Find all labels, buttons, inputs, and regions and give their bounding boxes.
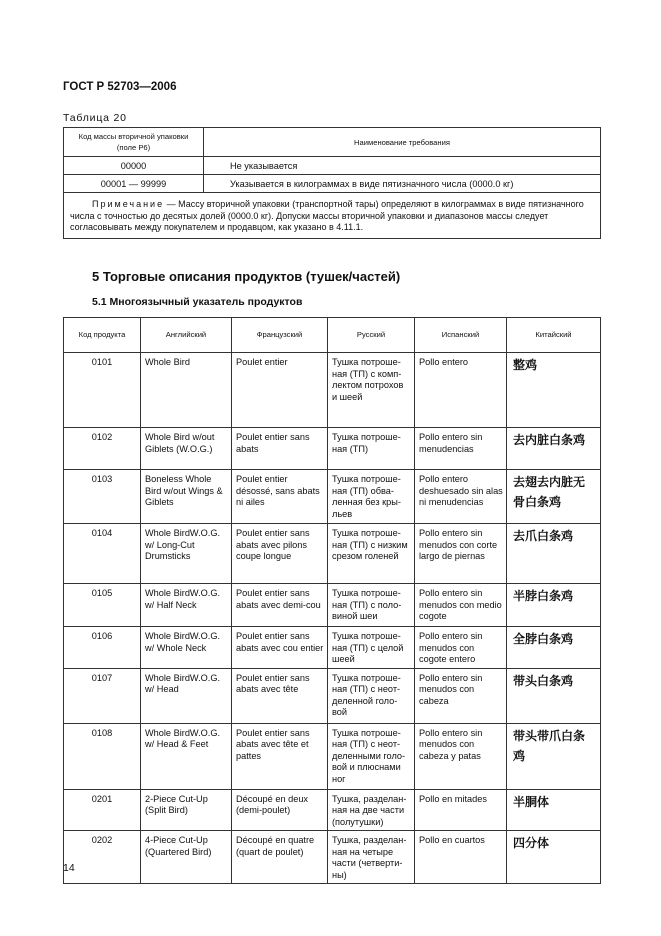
french-name: Poulet entier sans abats (232, 428, 328, 470)
row-code: 00001 — 99999 (64, 175, 204, 193)
product-code: 0201 (64, 789, 141, 831)
chinese-name: 带头白条鸡 (507, 668, 601, 723)
row-description: Не указывается (204, 157, 601, 175)
english-name: Whole BirdW.O.G. w/ Long-Cut Drumsticks (141, 524, 232, 584)
product-code: 0105 (64, 584, 141, 627)
russian-name: Тушка потроше-ная (ТП) с поло-виной шеи (328, 584, 415, 627)
product-code: 0103 (64, 470, 141, 524)
chinese-name: 去内脏白条鸡 (507, 428, 601, 470)
russian-name: Тушка потроше-ная (ТП) с целой шеей (328, 627, 415, 669)
french-name: Poulet entier (232, 353, 328, 428)
table-row (64, 584, 601, 627)
french-name: Poulet entier désossé, sans abats ni ailes (232, 470, 328, 524)
product-code: 0107 (64, 668, 141, 723)
russian-name: Тушка потроше-ная (ТП) обва-ленная без кры-льев (328, 470, 415, 524)
spanish-name: Pollo entero sin menudencias (415, 428, 507, 470)
spanish-name: Pollo entero sin menudos con cogote entero (415, 627, 507, 669)
table-20 (63, 127, 601, 239)
english-name: Whole BirdW.O.G. w/ Head (141, 668, 232, 723)
table-row (64, 157, 601, 175)
chinese-name: 半脖白条鸡 (507, 584, 601, 627)
chinese-name: 去翅去内脏无骨白条鸡 (507, 470, 601, 524)
table-row (64, 428, 601, 470)
spanish-name: Pollo entero sin menudos con cabeza (415, 668, 507, 723)
row-description: Указывается в килограммах в виде пятизначного числа (0000.0 кг) (204, 175, 601, 193)
product-code: 0102 (64, 428, 141, 470)
table-row (64, 668, 601, 723)
header-name-text: Наименование требования (354, 137, 450, 147)
header-spanish: Испанский (415, 318, 507, 353)
row-code: 00000 (64, 157, 204, 175)
russian-name: Тушка, разделан-ная на две части (полутушки) (328, 789, 415, 831)
english-name: Whole BirdW.O.G. w/ Head & Feet (141, 723, 232, 789)
product-code: 0101 (64, 353, 141, 428)
english-name: Whole Bird w/out Giblets (W.O.G.) (141, 428, 232, 470)
header-english: Английский (141, 318, 232, 353)
french-name: Poulet entier sans abats avec demi-cou (232, 584, 328, 627)
chinese-name: 全脖白条鸡 (507, 627, 601, 669)
english-name: Whole Bird (141, 353, 232, 428)
table-row (64, 470, 601, 524)
russian-name: Тушка потроше-ная (ТП) с неот-деленной голо-вой (328, 668, 415, 723)
product-code: 0104 (64, 524, 141, 584)
table-row (64, 175, 601, 193)
english-name: 2-Piece Cut-Up (Split Bird) (141, 789, 232, 831)
french-name: Poulet entier sans abats avec tête et pattes (232, 723, 328, 789)
french-name: Découpé en quatre (quart de poulet) (232, 831, 328, 884)
header-product-code: Код продукта (64, 318, 141, 353)
russian-name: Тушка потроше-ная (ТП) с неот-деленными голо-вой и плюснами ног (328, 723, 415, 789)
french-name: Poulet entier sans abats avec cou entier (232, 627, 328, 669)
french-name: Poulet entier sans abats avec tête (232, 668, 328, 723)
table-row (64, 524, 601, 584)
header-chinese: Китайский (507, 318, 601, 353)
chinese-name: 四分体 (507, 831, 601, 884)
spanish-name: Pollo entero sin menudos con corte largo de piernas (415, 524, 507, 584)
product-code: 0106 (64, 627, 141, 669)
chinese-name: 整鸡 (507, 353, 601, 428)
header-russian: Русский (328, 318, 415, 353)
product-code: 0202 (64, 831, 141, 884)
header-code-column: Код массы вторичной упаковки (поле Р6) (64, 128, 204, 157)
english-name: 4-Piece Cut-Up (Quartered Bird) (141, 831, 232, 884)
table-caption: Таблица 20 (63, 112, 127, 124)
table-note (64, 193, 601, 239)
table-20-header-row (64, 128, 601, 157)
spanish-name: Pollo entero sin menudos con cabeza y patas (415, 723, 507, 789)
chinese-name: 半胴体 (507, 789, 601, 831)
table-row (64, 789, 601, 831)
page-number: 14 (63, 862, 75, 874)
spanish-name: Pollo entero deshuesado sin alas ni menudencias (415, 470, 507, 524)
products-header-row (64, 318, 601, 353)
spanish-name: Pollo en cuartos (415, 831, 507, 884)
chinese-name: 带头带爪白条鸡 (507, 723, 601, 789)
russian-name: Тушка потроше-ная (ТП) с низким срезом голеней (328, 524, 415, 584)
french-name: Poulet entier sans abats avec pilons coupe longue (232, 524, 328, 584)
table-row (64, 627, 601, 669)
subsection-title: 5.1 Многоязычный указатель продуктов (92, 296, 303, 308)
note-label: Примечание (92, 199, 165, 209)
french-name: Découpé en deux (demi-poulet) (232, 789, 328, 831)
russian-name: Тушка потроше-ная (ТП) с комп-лектом потрохов и шеей (328, 353, 415, 428)
note-text: — Массу вторичной упаковки (транспортной тары) определяют в килограммах в виде пятизначного числа с точностью до десятых долей (0000.0 кг). Допуски массы вторичной упаковки и диапазонов массы следует согласовывать между покупателем и продавцом, как указано в 4.11.1. (70, 199, 584, 232)
table-row (64, 353, 601, 428)
english-name: Whole BirdW.O.G. w/ Whole Neck (141, 627, 232, 669)
product-code: 0108 (64, 723, 141, 789)
russian-name: Тушка потроше-ная (ТП) (328, 428, 415, 470)
chinese-name: 去爪白条鸡 (507, 524, 601, 584)
products-body (64, 353, 601, 884)
russian-name: Тушка, разделан-ная на четыре части (четверти-ны) (328, 831, 415, 884)
english-name: Boneless Whole Bird w/out Wings & Giblets (141, 470, 232, 524)
spanish-name: Pollo entero (415, 353, 507, 428)
multilingual-products-table (63, 317, 601, 884)
section-title: 5 Торговые описания продуктов (тушек/частей) (92, 269, 401, 284)
table-note-row (64, 193, 601, 239)
table-row (64, 831, 601, 884)
header-french: Французский (232, 318, 328, 353)
english-name: Whole BirdW.O.G. w/ Half Neck (141, 584, 232, 627)
spanish-name: Pollo en mitades (415, 789, 507, 831)
table-row (64, 723, 601, 789)
document-header: ГОСТ Р 52703—2006 (63, 81, 177, 93)
header-name-column (204, 128, 601, 157)
spanish-name: Pollo entero sin menudos con medio cogote (415, 584, 507, 627)
